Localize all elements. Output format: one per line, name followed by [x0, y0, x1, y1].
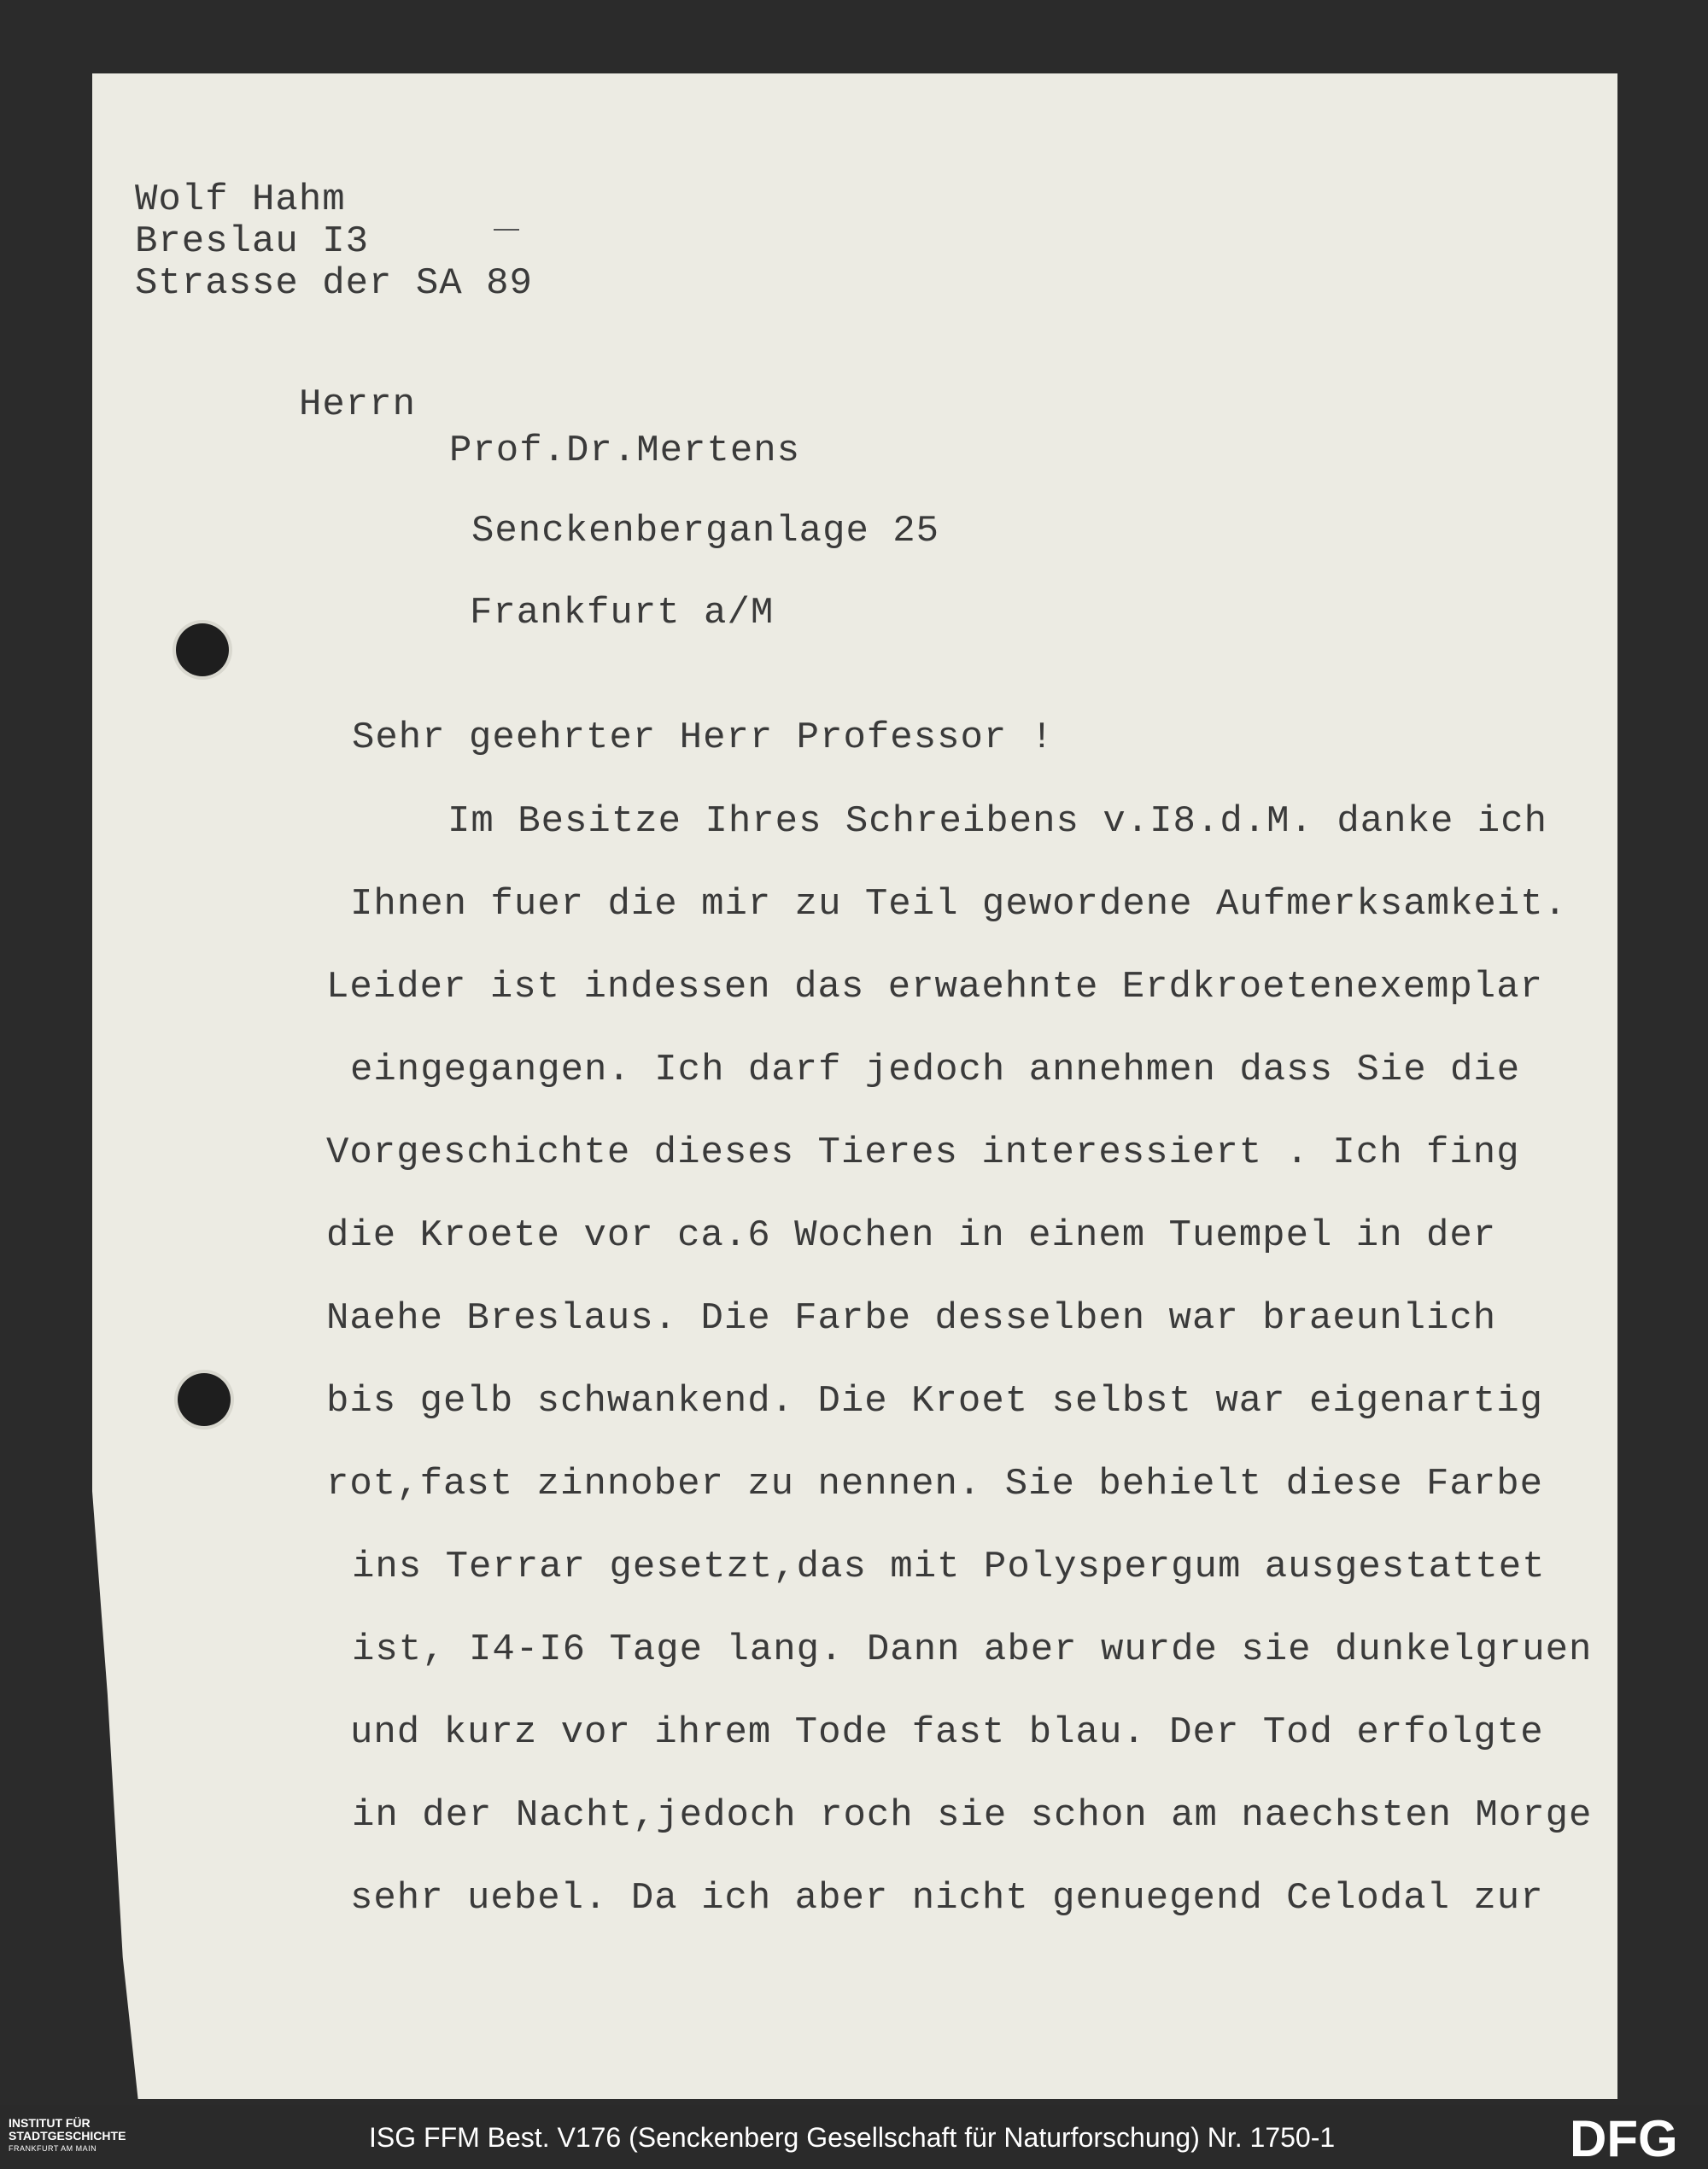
- institution-line: FRANKFURT AM MAIN: [9, 2144, 97, 2153]
- dfg-logo-text: DFG: [1570, 2113, 1678, 2161]
- body-line: und kurz vor ihrem Tode fast blau. Der Tod erfolgte: [350, 1711, 1544, 1754]
- punch-hole-top: [176, 623, 229, 676]
- body-line: die Kroete vor ca.6 Wochen in einem Tuempel in der: [326, 1214, 1497, 1257]
- body-line: eingegangen. Ich darf jedoch annehmen dass Sie die: [350, 1049, 1521, 1091]
- letter-greeting: Sehr geehrter Herr Professor !: [352, 716, 1055, 759]
- recipient-street: Senckenberganlage 25: [471, 510, 940, 552]
- sender-address: [135, 179, 533, 305]
- body-line: ist, I4-I6 Tage lang. Dann aber wurde sie dunkelgruen: [352, 1628, 1593, 1671]
- body-line: Im Besitze Ihres Schreibens v.I8.d.M. danke ich: [447, 800, 1548, 843]
- institution-logo-text: [9, 2117, 126, 2155]
- body-line: in der Nacht,jedoch roch sie schon am naechsten Morge: [352, 1794, 1593, 1837]
- body-line: Ihnen fuer die mir zu Teil gewordene Aufmerksamkeit.: [350, 883, 1568, 926]
- sender-city: Breslau I3: [135, 220, 370, 263]
- institution-line: INSTITUT FÜR: [9, 2116, 91, 2130]
- body-line: rot,fast zinnober zu nennen. Sie behielt diese Farbe: [326, 1463, 1544, 1505]
- body-line: sehr uebel. Da ich aber nicht genuegend Celodal zur: [350, 1877, 1544, 1920]
- punch-hole-bottom: [178, 1373, 231, 1426]
- archive-caption: ISG FFM Best. V176 (Senckenberg Gesellschaft für Naturforschung) Nr. 1750-1: [369, 2122, 1336, 2153]
- recipient-title: Herrn: [299, 383, 417, 426]
- recipient-city: Frankfurt a/M: [470, 592, 775, 634]
- recipient-name: Prof.Dr.Mertens: [449, 430, 801, 472]
- institution-line: STADTGESCHICHTE: [9, 2129, 126, 2143]
- body-line: Leider ist indessen das erwaehnte Erdkroetenexemplar: [326, 966, 1544, 1008]
- body-line: Naehe Breslaus. Die Farbe desselben war braeunlich: [326, 1297, 1497, 1340]
- sender-name: Wolf Hahm: [135, 178, 346, 221]
- body-line: Vorgeschichte dieses Tieres interessiert . Ich fing: [326, 1131, 1520, 1174]
- body-line: ins Terrar gesetzt,das mit Polyspergum ausgestattet: [352, 1546, 1546, 1588]
- body-line: bis gelb schwankend. Die Kroet selbst war eigenartig: [326, 1380, 1544, 1423]
- archive-footer: [0, 2105, 1708, 2169]
- typed-dash-mark: [494, 229, 519, 231]
- dfg-logo-icon: [1570, 2113, 1698, 2161]
- sender-street: Strasse der SA 89: [135, 262, 533, 305]
